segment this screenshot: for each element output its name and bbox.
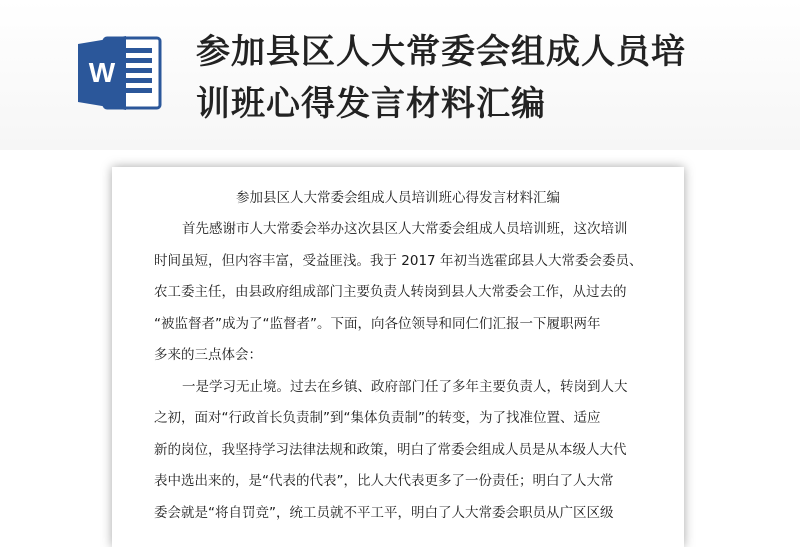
body-line: 一是学习无止境。过去在乡镇、政府部门任了多年主要负责人，转岗到人大 <box>182 378 628 395</box>
body-line: “被监督者”成为了“监督者”。下面，向各位领导和同仁们汇报一下履职两年 <box>154 315 601 332</box>
document-title: 参加县区人大常委会组成人员培训班心得发言材料汇编 <box>236 190 560 206</box>
body-line: 多来的三点体会： <box>154 347 262 363</box>
body-line: 时间虽短，但内容丰富，受益匪浅。我于 2017 年初当选霍邱县人大常委会委员、 <box>154 252 643 269</box>
document-body <box>154 214 659 529</box>
body-line: 首先感谢市人大常委会举办这次县区人大常委会组成人员培训班，这次培训 <box>182 221 628 237</box>
page-title-line-2: 训班心得发言材料汇编 <box>196 84 546 124</box>
page-title <box>196 26 756 130</box>
header-banner <box>0 0 800 150</box>
word-icon-letter: W <box>88 57 116 88</box>
body-line: 新的岗位，我坚持学习法律法规和政策，明白了常委会组成人员是从本级人大代 <box>154 441 627 458</box>
body-line: 表中选出来的，是“代表的代表”，比人大代表更多了一份责任；明白了人大常 <box>154 473 614 489</box>
body-line: 之初，面对“行政首长负责制”到“集体负责制”的转变，为了找准位置、适应 <box>154 410 601 426</box>
body-line: 农工委主任，由县政府组成部门主要负责人转岗到县人大常委会工作，从过去的 <box>154 284 627 300</box>
page-title-line-1: 参加县区人大常委会组成人员培 <box>196 32 686 72</box>
word-document-icon <box>76 34 162 112</box>
body-line: 委会就是“将自罚竞”，统工员就不平工平，明白了人大常委会职员从广区区级 <box>154 504 614 521</box>
